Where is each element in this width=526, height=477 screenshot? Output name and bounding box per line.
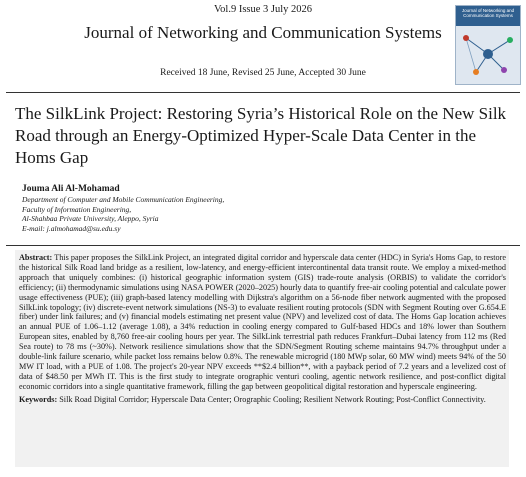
affiliation-faculty: Faculty of Information Engineering, — [22, 204, 132, 214]
affiliation-university: Al-Shahbaa Private University, Aleppo, Syria — [22, 214, 159, 223]
author-block — [22, 183, 502, 233]
affiliation-department: Department of Computer and Mobile Communication Engineering, — [22, 195, 225, 204]
cover-title: Journal of Networking and Communication Systems — [461, 8, 515, 18]
keywords — [19, 395, 506, 405]
abstract-label: Abstract: — [19, 253, 53, 262]
author-name: Jouma Ali Al-Mohamad — [22, 184, 120, 194]
article-title: The SilkLink Project: Restoring Syria’s Historical Role on the New Silk Road through an Energy-Optimized Hyper-Scale Data Center in the Homs Gap — [15, 104, 507, 167]
network-illustration-icon — [456, 26, 520, 84]
abstract — [19, 253, 506, 392]
abstract-text: This paper proposes the SilkLink Project, an integrated digital corridor and hyperscale data center (HDC) in Syria's Homs Gap, to restore the historical Silk Road land bridge as a resilient, low-latency, and energy-efficient intercontinental data transit route. We employ a mixed-method approach that uniquely combines: (i) historical geographic information system (GIS) trade-route analysis (ORBIS) to validate the corridor's efficiency; (ii) thermodynamic simulations using NASA POWER (2020–2025) hourly data to quantify free-air cooling potential and calculate power usage effectiveness (PUE); (iii) graph-based latency modelling with Dijkstra's algorithm on a 56-node fiber network augmented with the proposed SilkLink topology; (iv) discrete-event network simulations (NS-3) to evaluate resilient routing protocols (SDN with Segment Routing over G.654.E fiber) under link failures; and (v) financial models estimating net present value (NPV) and levelized cost of data. The Homs Gap location achieves an annual PUE of 1.06–1.12 (average 1.08), a 34% reduction in cooling energy compared to Gulf-based HDCs and 18% lower than Southern European sites, enabled by 8,760 free-air cooling hours per year. The SilkLink terrestrial path reduces Frankfurt–Dubai latency from 112 ms (Red Sea route) to 78 ms (~30%). Network resilience simulations show that the SDN/Segment Routing scheme maintains 94.7% throughput under a double-link failure scenario, while packet loss remains below 0.8%. The renewable microgrid (180 MWp solar, 60 MW wind) meets 94% of the 50 MW IT load, with a PUE of 1.08. The project's 20-year NPV exceeds **$2.4 billion**, with a payback period of 7.2 years and a levelized cost of data of $48.50 per MWh IT. This is the first study to integrate orographic venturi cooling, agentic network resilience, and post-conflict digital economic corridors into a single quantitative framework, filling the gap between geopolitical digital restoration and hyperscale engineering. — [19, 253, 506, 391]
header-divider — [6, 92, 520, 93]
journal-cover-thumbnail — [455, 5, 521, 85]
keywords-label: Keywords: — [19, 395, 58, 404]
issue-line: Vol.9 Issue 3 July 2026 — [213, 4, 313, 15]
author-email: E-mail: j.almohamad@su.edu.sy — [22, 223, 121, 233]
journal-name: Journal of Networking and Communication Systems — [84, 23, 442, 42]
keywords-text: Silk Road Digital Corridor; Hyperscale Data Center; Orographic Cooling; Resilient Network Routing; Post-Conflict Connectivity. — [59, 395, 486, 404]
abstract-divider — [6, 245, 520, 246]
received-dates: Received 18 June, Revised 25 June, Accepted 30 June — [160, 68, 366, 78]
journal-header — [0, 0, 526, 90]
cover-title-band — [456, 6, 520, 26]
